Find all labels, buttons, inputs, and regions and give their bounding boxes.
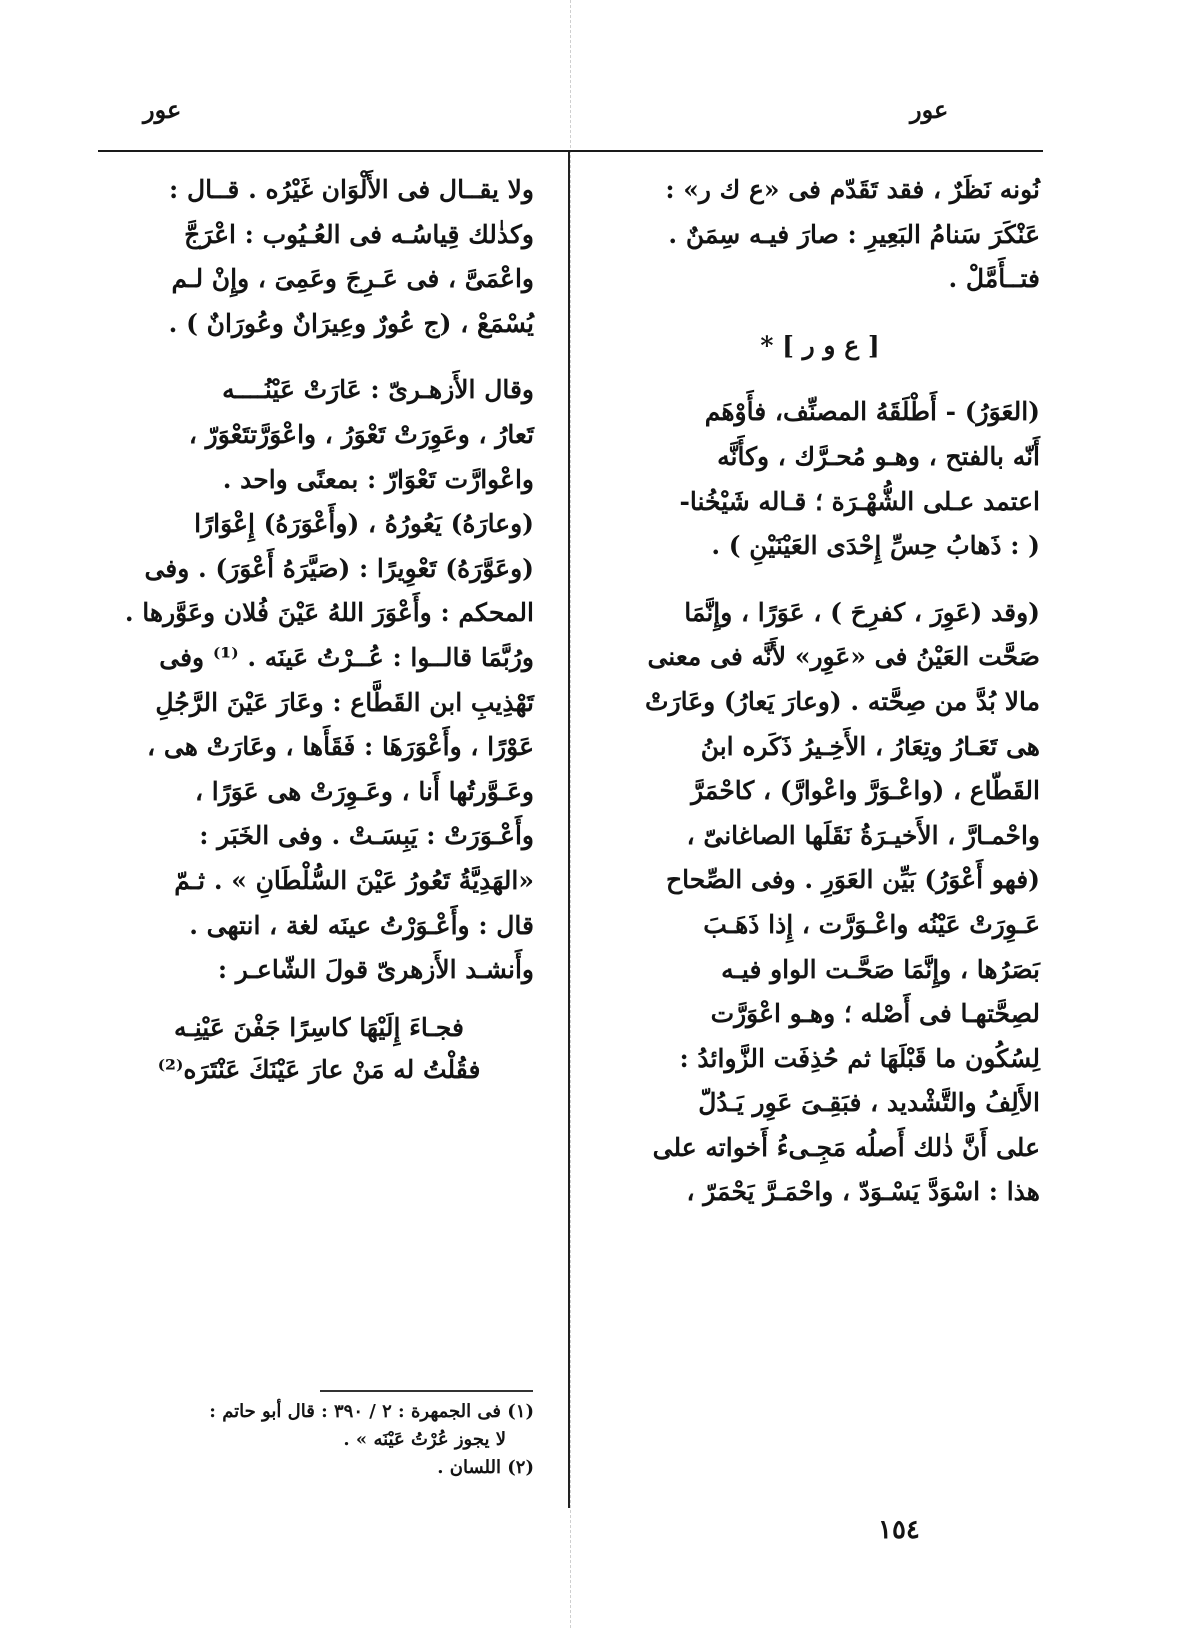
footnote-rule [320,1390,533,1392]
text-line: ولا يقــال فى الأَلْوَان غَيْرُه . قــال : [169,175,534,204]
text-line: نُونه نَظَرٌ ، فقد تَقَدّم فى «ع ك ر» : [665,175,1040,204]
scan-fold-line [570,0,571,1628]
spacer [600,569,1040,591]
verse-line: فجـاءَ إِلَيْهَا كاسِرًا جَفْنَ عَيْنِـه [174,1012,464,1042]
text-line: أَنّه بالفتح ، وهـو مُحـرَّك ، وكأَنَّه [717,441,1040,471]
text-line: وأَعْـوَرَتْ : يَبِسَـتْ . وفى الخَبَر : [199,821,534,851]
left-column [104,168,534,1091]
right-column [600,168,1040,1215]
text-line: وأَنشـد الأَزهرىّ قولَ الشّاعـر : [217,955,534,985]
text-line: صَحَّت العَيْنُ فى «عَوِر» لأَنَّه فى معنى [647,642,1040,672]
text-line: عَنْكَرَ سَنامُ البَعِيرِ : صارَ فيـه سِمَنٌ . [668,219,1040,249]
footnotes [104,1398,534,1482]
poetry-verse [104,1007,534,1091]
text-line: عَـوِرَتْ عَيْنُه واعْـوَرَّت ، إِذا ذَهَـبَ [703,909,1040,939]
spacer [104,346,534,368]
text-line: «الهَدِيَّةُ تَعُورُ عَيْنَ السُّلْطَانِ » . ثـمّ [174,865,534,895]
text-line: تَعارُ ، وعَوِرَتْ تَعْوَرُ ، واعْوَرَّتتَعْوَرّ ، [188,419,534,449]
text-line: لِسُكُون ما قَبْلَهَا ثم حُذِفَت الزَّوائدُ : [679,1043,1040,1073]
text-line: قال : وأَعْـوَرْتُ عينَه لغة ، انتهى . [189,910,534,940]
text-line: (وعارَهُ) يَعُورُهُ ، (وأَعْوَرَهُ) إِعْوَارًا [194,509,534,539]
text-line: وقال الأَزهـرىّ : عَارَتْ عَيْنُــــه [222,375,534,405]
page-number: ١٥٤ [878,1515,920,1545]
spacer [600,302,1040,324]
text-line: لصِحَّتهـا فى أَصْله ؛ وهـو اعْوَرَّت [710,999,1040,1029]
text-line: مالا بُدَّ من صِحَّته . (وعارَ يَعارُ) وعَارَتْ [645,686,1040,716]
text-line: وعَـوَّرتُها أَنا ، وعَـوِرَتْ هى عَوَرًا ، [195,776,534,806]
header-word-right: عور [910,95,949,124]
text-line: (العَوَرُ) - أَطْلَقَهُ المصنِّف، فأَوْهَم [704,397,1040,427]
text-line: الأَلِفُ والتَّشْديد ، فبَقِـىَ عَوِر يَـدُلّ [698,1088,1040,1118]
text-line: (وعَوَّرَهُ) تَعْوِيرًا : (صَيَّرَهُ أَعْوَرَ) . وفى [144,553,534,583]
footnote-line: لا يجوز عُرْتُ عَيْنَه » . [343,1429,506,1450]
text-line: فتــأَمَّلْ . [948,264,1040,294]
text-line: المحكم : وأَعْوَرَ اللهُ عَيْنَ فُلان وعَوَّرها . [124,598,534,628]
text-line: يُسْمَعْ ، (ج عُورٌ وعِيرَانٌ وعُورَانٌ ) . [168,308,534,338]
text-line: هى تَعَـارُ وتِعَارُ ، الأَخِـيرُ ذَكَره ابنُ [700,731,1040,761]
column-divider [568,152,570,1508]
text-line: هذا : اسْوَدَّ يَسْـوَدّ ، واحْمَـرَّ يَحْمَرّ ، [686,1177,1040,1207]
text-line: واعْوارَّت تَعْوَارّ : بمعنًى واحد . [222,464,534,494]
footnote-line: (١) فى الجمهرة : ٢ / ٣٩٠ : قال أبو حاتم : [209,1401,534,1422]
text-line: بَصَرُها ، وإِنَّمَا صَحَّـت الواو فيـه [721,954,1040,984]
verse-line: فقُلْتُ له مَنْ عارَ عَيْنَكَ عَنْتَرَه⁽²⁾ [157,1054,481,1084]
text-line: (وقد (عَوِرَ ، كفرِحَ ) ، عَوَرًا ، وإِنَّمَا [684,597,1040,627]
text-line: على أَنَّ ذٰلك أَصلُه مَجِـىءُ أَخواته على [652,1132,1040,1162]
text-line: ورُبَّمَا قالــوا : عُــرْتُ عَينَه . ⁽¹⁾ وفى [159,642,534,672]
text-line: واحْمـارَّ ، الأَخيـرَةُ نَقَلَها الصاغانىّ ، [686,820,1040,850]
text-line: ( : ذَهابُ حِسِّ إِحْدَى العَيْنَيْنِ ) . [711,531,1040,561]
entry-heading: [ ع و ر ] * [760,330,880,360]
header-rule [98,150,1043,152]
text-line: القَطّاع ، (واعْـوَرَّ واعْوارَّ) ، كاحْمَرَّ [691,776,1040,806]
header-word-left: عور [143,95,182,124]
text-line: واعْمَىَّ ، فى عَـرِجَ وعَمِىَ ، وإِنْ لـم [171,264,534,294]
text-line: اعتمد عـلى الشُّهْـرَة ؛ قـاله شَيْخُنا- [679,486,1040,516]
footnote-line: (٢) اللسان . [437,1457,534,1478]
text-line: عَوْرًا ، وأَعْوَرَهَا : فَقَأَها ، وعَارَتْ هى ، [147,732,534,762]
text-line: تَهْذِيبِ ابن القَطَّاع : وعَارَ عَيْنَ الرَّجُلِ [155,687,534,717]
spacer [600,368,1040,390]
text-line: (فهو أَعْوَرُ) بَيِّن العَوَرِ . وفى الصِّحاح [666,865,1040,895]
text-line: وكذٰلك قِياسُـه فى العُـيُوب : اعْرَجَّ [184,219,534,249]
